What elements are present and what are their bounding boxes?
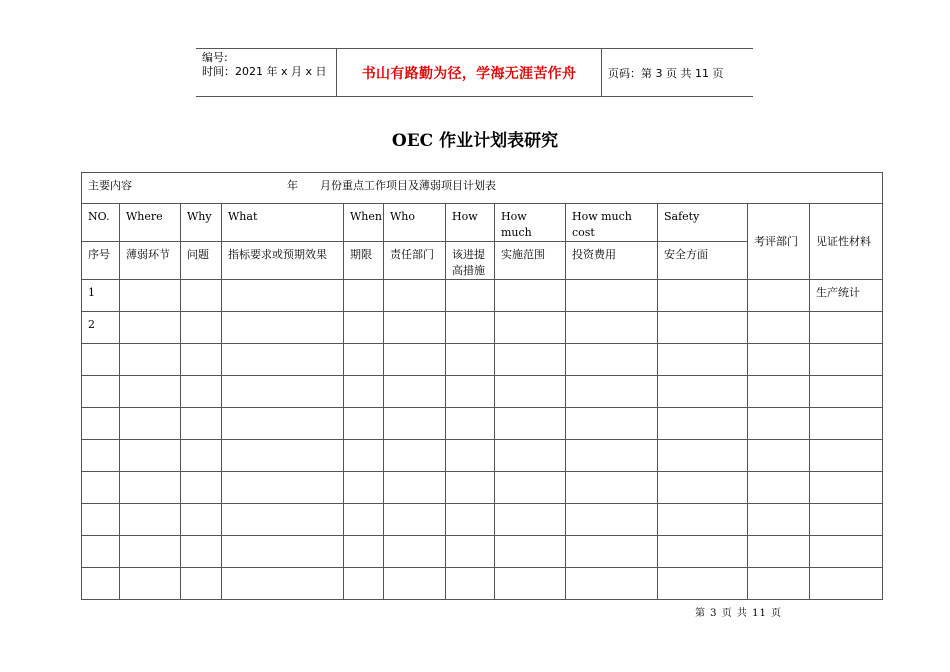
table-cell [658, 504, 748, 536]
table-cell [446, 280, 495, 312]
table-cell [658, 440, 748, 472]
table-cell [120, 280, 181, 312]
table-cell [82, 408, 120, 440]
table-cell [810, 568, 883, 600]
table-cell [446, 472, 495, 504]
table-cell [222, 344, 344, 376]
page-title: OEC 作业计划表研究 [391, 131, 559, 151]
header-cell: 安全方面 [658, 242, 748, 280]
header-cell: 该进提高措施 [446, 242, 495, 280]
table-cell [748, 408, 810, 440]
table-cell [810, 312, 883, 344]
table-cell [446, 344, 495, 376]
table-cell [810, 504, 883, 536]
table-cell [566, 376, 658, 408]
table-cell [222, 504, 344, 536]
plan-table [81, 172, 883, 600]
table-cell [344, 344, 384, 376]
header-cell: Why [181, 204, 222, 242]
table-cell [658, 312, 748, 344]
table-cell [222, 312, 344, 344]
header-cell: 期限 [344, 242, 384, 280]
table-cell [181, 536, 222, 568]
table-cell [222, 408, 344, 440]
page-info: 页码：第 3 页 共 11 页 [608, 66, 724, 80]
table-cell [344, 312, 384, 344]
table-cell [222, 376, 344, 408]
table-cell [748, 280, 810, 312]
table-cell: 1 [82, 280, 120, 312]
table-row [82, 440, 883, 472]
table-cell [446, 376, 495, 408]
table-cell [658, 344, 748, 376]
table-cell [181, 408, 222, 440]
table-cell [344, 280, 384, 312]
table-cell [658, 536, 748, 568]
table-cell [748, 440, 810, 472]
table-cell: 生产统计 [810, 280, 883, 312]
table-cell [384, 344, 446, 376]
table-row [82, 280, 883, 312]
header-cell: 责任部门 [384, 242, 446, 280]
table-cell [344, 376, 384, 408]
table-row [82, 376, 883, 408]
table-cell [495, 312, 566, 344]
header-meta-cell [196, 49, 337, 96]
table-cell [748, 312, 810, 344]
table-cell [566, 504, 658, 536]
motto-text: 书山有路勤为径，学海无涯苦作舟 [361, 65, 577, 82]
table-cell [344, 536, 384, 568]
table-cell [810, 472, 883, 504]
table-cell [495, 472, 566, 504]
table-row [82, 568, 883, 600]
table-cell [566, 440, 658, 472]
header-cell: How [446, 204, 495, 242]
table-cell [566, 568, 658, 600]
table-cell [748, 568, 810, 600]
table-cell [120, 312, 181, 344]
table-cell [384, 440, 446, 472]
table-cell [120, 536, 181, 568]
table-cell [566, 408, 658, 440]
table-cell [810, 408, 883, 440]
header-cell: 问题 [181, 242, 222, 280]
table-cell [748, 344, 810, 376]
header-cell: NO. [82, 204, 120, 242]
table-title-row [82, 173, 883, 204]
table-row [82, 536, 883, 568]
table-cell [495, 280, 566, 312]
header-cell: When [344, 204, 384, 242]
header-cell: Who [384, 204, 446, 242]
table-cell [82, 440, 120, 472]
table-cell [658, 408, 748, 440]
table-cell [810, 344, 883, 376]
table-cell [495, 408, 566, 440]
table-cell [344, 568, 384, 600]
table-cell [495, 376, 566, 408]
table-cell [446, 312, 495, 344]
table-cell [566, 344, 658, 376]
header-cell: 实施范围 [495, 242, 566, 280]
table-cell [120, 440, 181, 472]
table-cell [748, 376, 810, 408]
table-cell [748, 472, 810, 504]
header-motto-cell [337, 49, 602, 96]
table-cell [446, 568, 495, 600]
table-cell [384, 504, 446, 536]
header-cell: Safety [658, 204, 748, 242]
table-cell [120, 472, 181, 504]
table-cell [181, 280, 222, 312]
header-cell: 投资费用 [566, 242, 658, 280]
table-cell [120, 568, 181, 600]
table-cell [82, 472, 120, 504]
table-cell [566, 472, 658, 504]
header-row-en [82, 204, 883, 242]
table-row [82, 408, 883, 440]
table-cell [658, 376, 748, 408]
document-number-label: 编号: [202, 51, 228, 64]
table-cell [120, 408, 181, 440]
table-cell [658, 472, 748, 504]
table-cell [181, 440, 222, 472]
table-cell [222, 536, 344, 568]
table-cell [222, 568, 344, 600]
eval-dept-header: 考评部门 [748, 204, 810, 280]
table-cell [384, 472, 446, 504]
table-cell [222, 472, 344, 504]
table-cell [748, 504, 810, 536]
table-cell [181, 472, 222, 504]
table-cell [384, 568, 446, 600]
header-cell: Where [120, 204, 181, 242]
header-cell: 指标要求或预期效果 [222, 242, 344, 280]
table-cell [222, 440, 344, 472]
table-cell [810, 376, 883, 408]
table-cell [495, 504, 566, 536]
table-row [82, 504, 883, 536]
table-cell [384, 536, 446, 568]
table-cell [82, 568, 120, 600]
table-cell [658, 280, 748, 312]
table-cell [810, 536, 883, 568]
plan-heading: 年 月份重点工作项目及薄弱项目计划表 [287, 179, 496, 192]
table-row [82, 312, 883, 344]
table-cell [344, 408, 384, 440]
table-cell [344, 504, 384, 536]
table-cell [344, 472, 384, 504]
table-cell [82, 536, 120, 568]
table-cell [120, 344, 181, 376]
table-cell [446, 408, 495, 440]
table-cell [566, 536, 658, 568]
table-cell [446, 504, 495, 536]
table-cell [82, 344, 120, 376]
document-time-label: 时间：2021 年 x 月 x 日 [202, 65, 327, 78]
evidence-header: 见证性材料 [810, 204, 883, 280]
table-cell [82, 504, 120, 536]
main-content-label: 主要内容 [88, 179, 132, 192]
header-cell: 序号 [82, 242, 120, 280]
table-cell [82, 376, 120, 408]
table-cell [384, 376, 446, 408]
header-page-cell [602, 49, 753, 96]
table-cell [495, 440, 566, 472]
table-cell [120, 376, 181, 408]
table-cell [120, 504, 181, 536]
table-cell [810, 440, 883, 472]
table-cell [181, 312, 222, 344]
table-cell [384, 312, 446, 344]
table-cell [658, 568, 748, 600]
table-cell [495, 568, 566, 600]
table-cell [384, 408, 446, 440]
table-cell [384, 280, 446, 312]
table-cell [566, 312, 658, 344]
table-row [82, 472, 883, 504]
header-cell: How much [495, 204, 566, 242]
document-header [196, 48, 753, 97]
table-cell [181, 344, 222, 376]
table-cell [495, 536, 566, 568]
table-cell [748, 536, 810, 568]
table-cell [566, 280, 658, 312]
header-cell: 薄弱环节 [120, 242, 181, 280]
header-cell: What [222, 204, 344, 242]
table-cell: 2 [82, 312, 120, 344]
table-cell [181, 376, 222, 408]
table-cell [181, 568, 222, 600]
table-cell [344, 440, 384, 472]
table-cell [222, 280, 344, 312]
header-cell: How much cost [566, 204, 658, 242]
table-cell [495, 344, 566, 376]
table-cell [446, 440, 495, 472]
table-title-cell [82, 173, 883, 204]
table-row [82, 344, 883, 376]
table-cell [446, 536, 495, 568]
table-cell [181, 504, 222, 536]
page-footer: 第 3 页 共 11 页 [695, 608, 782, 619]
